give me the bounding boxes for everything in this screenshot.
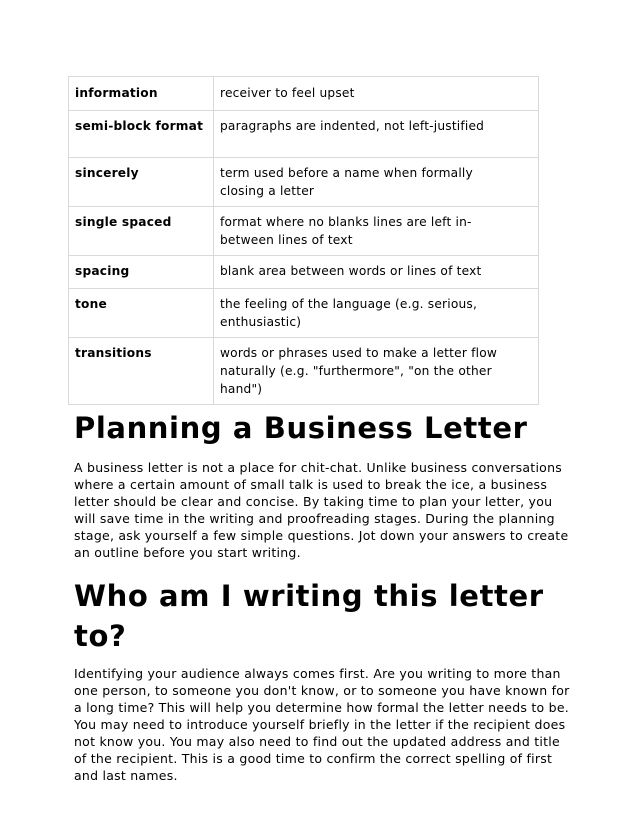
glossary-row	[69, 111, 539, 158]
glossary-row	[69, 158, 539, 207]
glossary-term: spacing	[69, 256, 214, 289]
section-heading: Planning a Business Letter	[74, 411, 528, 445]
glossary-term: information	[69, 77, 214, 111]
glossary-term: semi-block format	[69, 111, 214, 158]
glossary-definition: blank area between words or lines of text	[214, 256, 539, 289]
glossary-row	[69, 77, 539, 111]
glossary-term: single spaced	[69, 207, 214, 256]
glossary-term: tone	[69, 289, 214, 338]
glossary-term: transitions	[69, 338, 214, 405]
glossary-row	[69, 289, 539, 338]
glossary-definition: paragraphs are indented, not left-justified	[214, 111, 539, 158]
section-paragraph: Identifying your audience always comes first. Are you writing to more than one person, to someone you don't know, or to someone you have known for a long time? This will help you determine how formal the letter needs to be. You may need to introduce yourself briefly in the letter if the recipient does not know you. You may also need to find out the updated address and title of the recipient. This is a good time to confirm the correct spelling of first and last names.	[74, 666, 570, 783]
glossary-definition: receiver to feel upset	[214, 77, 539, 111]
glossary-definition: format where no blanks lines are left in-between lines of text	[214, 207, 539, 256]
glossary-definition: the feeling of the language (e.g. serious, enthusiastic)	[214, 289, 539, 338]
glossary-row	[69, 338, 539, 405]
glossary-term: sincerely	[69, 158, 214, 207]
document-body	[74, 408, 574, 784]
section-heading: Who am I writing this letter to?	[74, 579, 544, 653]
glossary-definition: words or phrases used to make a letter flow naturally (e.g. "furthermore", "on the other hand")	[214, 338, 539, 405]
glossary-definition: term used before a name when formally closing a letter	[214, 158, 539, 207]
glossary-table	[68, 76, 539, 405]
glossary-row	[69, 256, 539, 289]
section-paragraph: A business letter is not a place for chit-chat. Unlike business conversations where a certain amount of small talk is used to break the ice, a business letter should be clear and concise. By taking time to plan your letter, you will save time in the writing and proofreading stages. During the planning stage, ask yourself a few simple questions. Jot down your answers to create an outline before you start writing.	[74, 460, 569, 560]
glossary-row	[69, 207, 539, 256]
